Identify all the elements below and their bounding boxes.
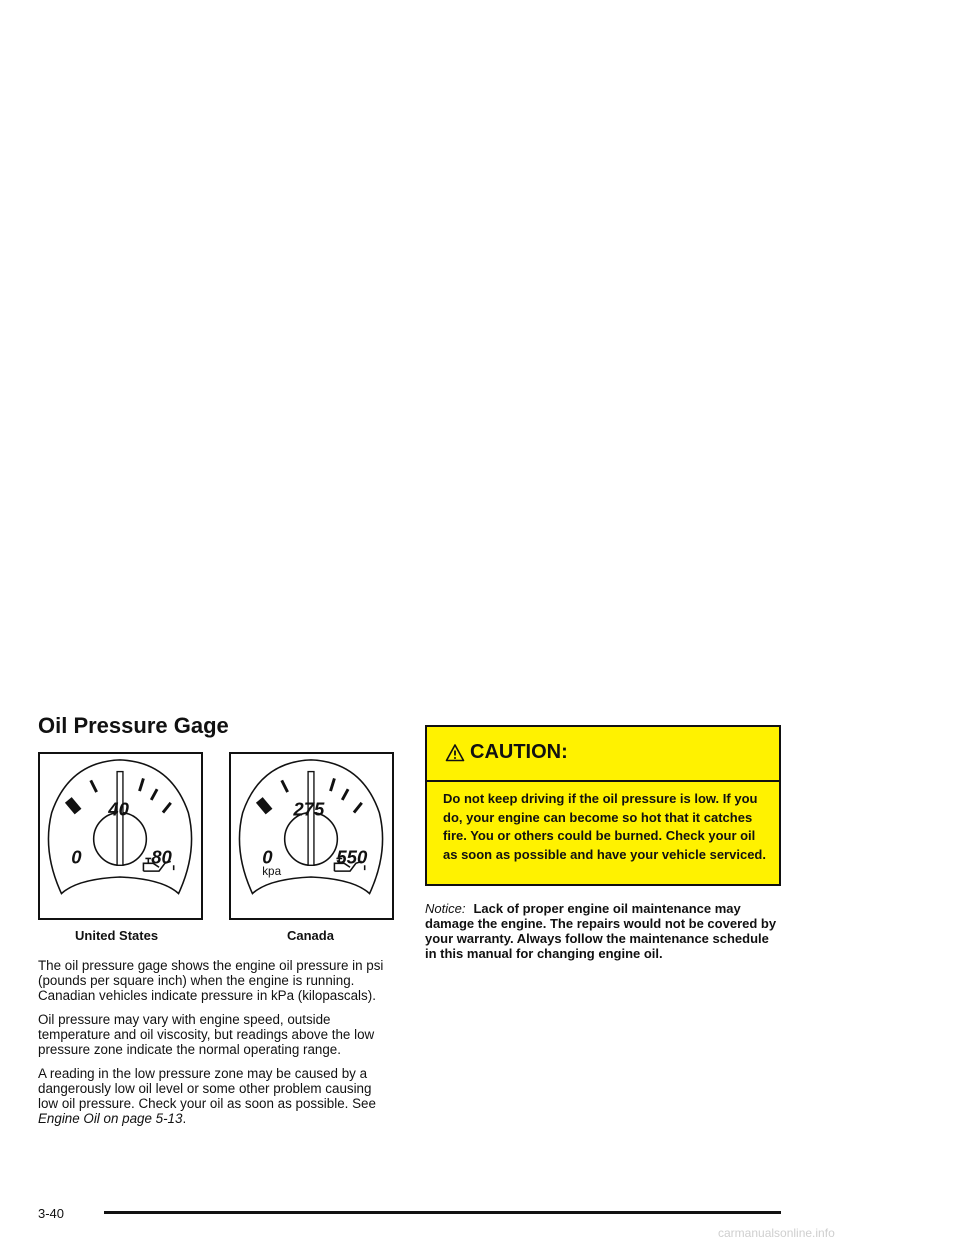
caution-divider xyxy=(427,780,779,782)
caution-header xyxy=(445,741,568,764)
notice-text: Lack of proper engine oil maintenance may damage the engine. The repairs would not be covered by your warranty. Always follow the maintenance schedule in this manual for changing engine oil. xyxy=(425,901,777,961)
canada-unit-label: kpa xyxy=(262,865,282,879)
footer-divider xyxy=(104,1211,781,1214)
us-scale-max: 80 xyxy=(151,846,172,868)
notice-label: Notice: xyxy=(425,901,466,916)
canada-scale-max: 550 xyxy=(336,846,368,868)
canada-scale-mid: 275 xyxy=(293,798,325,820)
us-oil-gauge-figure xyxy=(38,752,203,920)
us-scale-min: 0 xyxy=(71,846,82,868)
engine-oil-reference-link[interactable]: Engine Oil on page 5-13 xyxy=(38,1111,183,1126)
paragraph-gage-description: The oil pressure gage shows the engine oil pressure in psi (pounds per square inch) when the engine is running. Canadian vehicles indicate pressure in kPa (kilopascals). xyxy=(38,958,384,1003)
body-text-column xyxy=(38,958,384,1135)
paragraph-low-pressure-text: A reading in the low pressure zone may be caused by a dangerously low oil level or some other problem causing low oil pressure. Check your oil as soon as possible. See xyxy=(38,1066,376,1111)
canada-figure-caption: Canada xyxy=(287,928,334,943)
us-figure-caption: United States xyxy=(75,928,159,943)
us-gauge-illustration xyxy=(40,754,201,918)
canada-oil-gauge-figure xyxy=(229,752,394,920)
section-title: Oil Pressure Gage xyxy=(38,713,229,738)
page-number: 3-40 xyxy=(38,1206,65,1221)
canada-scale-min: 0 xyxy=(262,846,273,868)
paragraph-pressure-variation: Oil pressure may vary with engine speed, outside temperature and oil viscosity, but readings above the low pressure zone indicate the normal operating range. xyxy=(38,1012,375,1057)
watermark-text: carmanualsonline.info xyxy=(718,1226,835,1240)
warning-triangle-icon xyxy=(445,743,465,763)
paragraph-low-pressure xyxy=(38,1066,384,1126)
caution-text: Do not keep driving if the oil pressure is low. If you do, your engine can become so hot that it catches fire. You or others could be burned. Check your oil as soon as possible and have your vehicle serviced. xyxy=(443,791,766,862)
caution-title: CAUTION: xyxy=(470,741,568,763)
us-scale-mid: 40 xyxy=(108,798,129,820)
canada-gauge-illustration xyxy=(231,754,392,918)
caution-box xyxy=(425,725,781,886)
paragraph-end-punct: . xyxy=(182,1111,187,1126)
notice-paragraph xyxy=(425,901,781,961)
